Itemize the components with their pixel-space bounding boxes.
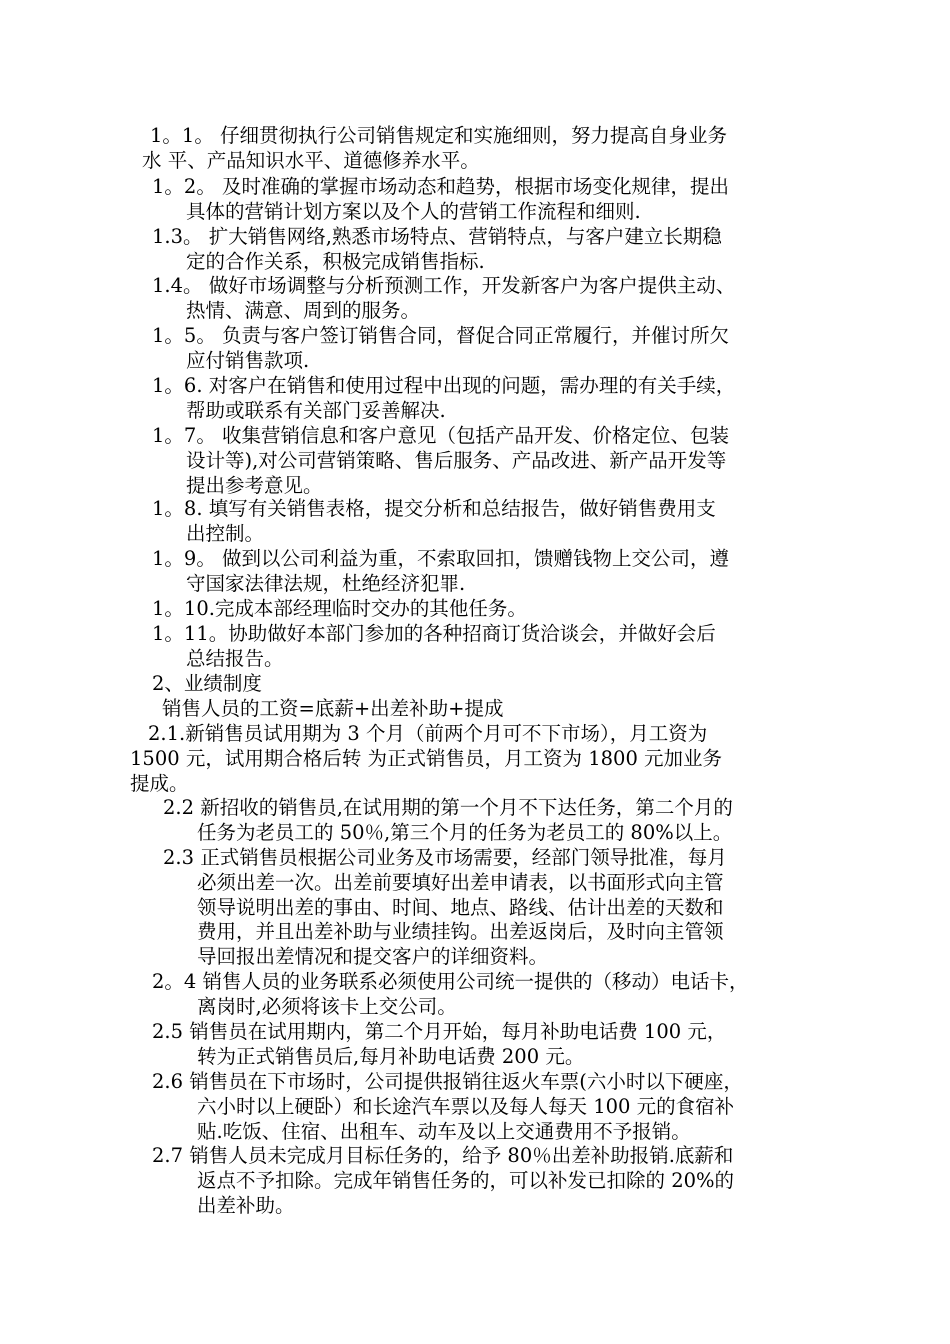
clause-1-3 <box>152 225 722 275</box>
heading-text: 2、业绩制度 <box>152 672 262 695</box>
clause-2-3 <box>163 846 727 970</box>
salary-formula <box>162 697 504 722</box>
clause-1-8 <box>152 497 716 547</box>
clause-1-5 <box>152 324 729 374</box>
line: 1。11。协助做好本部门参加的各种招商订货洽谈会，并做好会后 <box>152 622 716 645</box>
line: 费用，并且出差补助与业绩挂钩。出差返岗后，及时向主管领 <box>197 920 724 944</box>
clause-2-7 <box>152 1144 734 1218</box>
line: 热情、满意、周到的服务。 <box>186 298 421 322</box>
line: 出控制。 <box>186 521 265 545</box>
line: 六小时以上硬卧）和长途汽车票以及每人每天 100 元的食宿补 <box>197 1094 735 1118</box>
clause-1-4 <box>152 274 735 324</box>
line: 导回报出差情况和提交客户的详细资料。 <box>197 945 549 969</box>
line: 应付销售款项. <box>186 348 310 372</box>
clause-1-1 <box>142 124 728 174</box>
line: 具体的营销计划方案以及个人的营销工作流程和细则. <box>186 199 641 223</box>
line: 领导说明出差的事由、时间、地点、路线、估计出差的天数和 <box>197 895 724 919</box>
line: 2.3 正式销售员根据公司业务及市场需要，经部门领导批准，每月 <box>163 846 727 869</box>
line: 2.6 销售员在下市场时，公司提供报销往返火车票(六小时以下硬座， <box>152 1070 743 1093</box>
line: 1。8. 填写有关销售表格，提交分析和总结报告，做好销售费用支 <box>152 497 716 520</box>
clause-2-5 <box>152 1020 726 1070</box>
line: 1500 元，试用期合格后转 为正式销售员，月工资为 1800 元加业务 <box>130 746 723 770</box>
line: 2.7 销售人员未完成月目标任务的，给予 80％出差补助报销.底薪和 <box>152 1144 734 1167</box>
line: 1。2。 及时准确的掌握市场动态和趋势，根据市场变化规律，提出 <box>152 175 730 198</box>
line: 设计等),对公司营销策略、售后服务、产品改进、新产品开发等 <box>186 448 727 472</box>
line: 1。9。 做到以公司利益为重，不索取回扣，馈赠钱物上交公司，遵 <box>152 547 730 570</box>
clause-2-4 <box>152 970 749 1020</box>
line: 任务为老员工的 50％,第三个月的任务为老员工的 80%以上。 <box>197 820 733 844</box>
line: 转为正式销售员后,每月补助电话费 200 元。 <box>197 1044 585 1068</box>
clause-1-7 <box>152 424 729 498</box>
clause-2-1 <box>130 722 722 796</box>
line: 总结报告。 <box>186 646 284 670</box>
line: 守国家法律法规，杜绝经济犯罪. <box>186 571 466 595</box>
line: 2.1.新销售员试用期为 3 个月（前两个月可不下市场），月工资为 <box>148 722 708 745</box>
clause-1-6 <box>152 374 735 424</box>
line: 1.3。 扩大销售网络,熟悉市场特点、营销特点，与客户建立长期稳 <box>152 225 722 248</box>
line: 返点不予扣除。完成年销售任务的，可以补发已扣除的 20%的 <box>197 1168 735 1192</box>
clause-2-6 <box>152 1070 743 1144</box>
line: 1。10.完成本部经理临时交办的其他任务。 <box>152 597 527 620</box>
line: 1。6. 对客户在销售和使用过程中出现的问题，需办理的有关手续， <box>152 374 736 397</box>
clause-2-2 <box>163 796 733 846</box>
clause-1-9 <box>152 547 729 597</box>
line: 1。1。 仔细贯彻执行公司销售规定和实施细则，努力提高自身业务 <box>150 124 728 147</box>
clause-1-11 <box>152 622 716 672</box>
line: 定的合作关系，积极完成销售指标. <box>186 249 485 273</box>
line: 贴.吃饭、住宿、出租车、动车及以上交通费用不予报销。 <box>197 1119 691 1143</box>
line: 1。7。 收集营销信息和客户意见（包括产品开发、价格定位、包装 <box>152 424 730 447</box>
line: 水 平、产品知识水平、道德修养水平。 <box>142 148 480 172</box>
line: 1。5。 负责与客户签订销售合同，督促合同正常履行，并催讨所欠 <box>152 324 730 347</box>
line: 离岗时,必须将该卡上交公司。 <box>197 994 457 1018</box>
formula-text: 销售人员的工资=底薪+出差补助+提成 <box>162 697 504 720</box>
line: 出差补助。 <box>197 1193 295 1217</box>
line: 2.5 销售员在试用期内，第二个月开始，每月补助电话费 100 元， <box>152 1020 727 1043</box>
section-heading <box>152 672 262 697</box>
line: 帮助或联系有关部门妥善解决. <box>186 398 446 422</box>
line: 2.2 新招收的销售员,在试用期的第一个月不下达任务，第二个月的 <box>163 796 733 819</box>
clause-1-2 <box>152 175 729 225</box>
line: 必须出差一次。出差前要填好出差申请表，以书面形式向主管 <box>197 870 724 894</box>
line: 2。4 销售人员的业务联系必须使用公司统一提供的（移动）电话卡， <box>152 970 749 993</box>
line: 提出参考意见。 <box>186 473 323 497</box>
clause-1-10 <box>152 597 527 622</box>
line: 1.4。 做好市场调整与分析预测工作，开发新客户为客户提供主动、 <box>152 274 736 297</box>
line: 提成。 <box>130 771 189 795</box>
